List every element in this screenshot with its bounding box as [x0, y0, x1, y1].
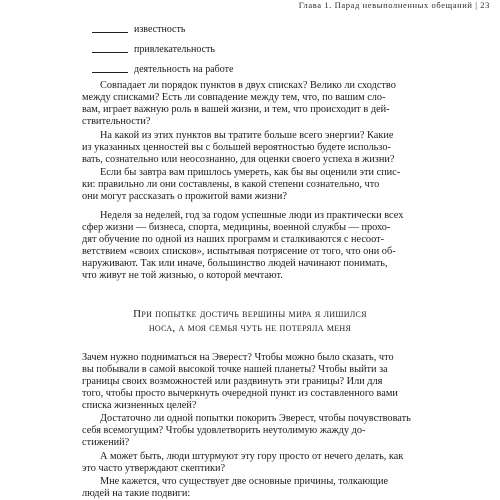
heading-line: При попытке достичь вершины мира я лишился — [133, 308, 367, 320]
text-line: между списками? Есть ли совпадение между тем, что, по вашим сло- — [82, 92, 386, 104]
text-line: из указанных ценностей вы с большей вероятностью будете использо- — [82, 142, 391, 154]
blank-item-label: известность — [134, 24, 186, 35]
text-line: границы своих возможностей или раздвинуть эти границы? Или для — [82, 376, 383, 388]
paragraph — [82, 210, 418, 283]
text-line: Мне кажется, что существует две основные причины, толкающие — [100, 476, 389, 487]
fill-in-blank — [92, 52, 128, 53]
blank-item — [92, 55, 233, 75]
text-line: вы побывали в самой высокой точке нашей планеты? Чтобы выйти за — [82, 364, 388, 376]
paragraph — [82, 352, 418, 412]
section-heading — [82, 307, 418, 335]
text-line: ветствием «своих списков», испытывая потрясение от того, что они об- — [82, 246, 396, 258]
blank-item-label: привлекательность — [134, 44, 215, 55]
text-line: вам, играет важную роль в вашей жизни, и тем, что происходит в дей- — [82, 104, 390, 116]
paragraph — [82, 413, 418, 449]
heading-line: носа, а моя семья чуть не потеряла меня — [148, 322, 352, 334]
fill-in-blank — [92, 72, 128, 73]
blank-list — [92, 15, 233, 75]
text-line: Зачем нужно подниматься на Эверест? Чтобы можно было сказать, что — [82, 352, 394, 363]
paragraph — [82, 476, 418, 500]
text-line: это часто утверждают скептики? — [82, 463, 226, 475]
text-line: вать, сознательно или неосознанно, для оценки своего успеха в жизни? — [82, 154, 395, 166]
blank-item-label: деятельность на работе — [134, 64, 234, 75]
text-line: На какой из этих пунктов вы тратите больше всего энергии? Какие — [100, 130, 394, 141]
blank-item — [92, 15, 233, 35]
text-line: дят обучение по одной из наших программ и сталкиваются с несоот- — [82, 234, 385, 246]
text-line: они могут рассказать о прожитой вами жизни? — [82, 191, 287, 203]
paragraph — [82, 80, 418, 128]
blank-item — [92, 35, 233, 55]
text-line: Если бы завтра вам пришлось умереть, как бы вы оценили эти спис- — [100, 167, 401, 178]
text-line: себя всемогущим? Чтобы удовлетворить неутолимую жажду до- — [82, 425, 366, 437]
text-line: списка жизненных целей? — [82, 400, 197, 412]
paragraph — [82, 130, 418, 166]
fill-in-blank — [92, 32, 128, 33]
text-line: Неделя за неделей, год за годом успешные люди из практически всех — [100, 210, 404, 221]
paragraph — [82, 167, 418, 203]
text-line: Достаточно ли одной попытки покорить Эверест, чтобы почувствовать — [100, 413, 411, 424]
text-line: сфер жизни — бизнеса, спорта, медицины, военной службы — прохо- — [82, 222, 391, 234]
paragraph — [82, 451, 418, 475]
text-line: ствительности? — [82, 116, 151, 128]
text-line: А может быть, люди штурмуют эту гору просто от нечего делать, как — [100, 451, 404, 462]
text-line: того, чтобы просто вычеркнуть очередной пункт из составленного вами — [82, 388, 398, 400]
running-head: Глава 1. Парад невыполненных обещаний | 23 — [298, 0, 490, 10]
text-line: ки: правильно ли они составлены, в какой степени сознательно, что — [82, 179, 380, 191]
text-line: людей на такие подвиги: — [82, 488, 191, 500]
text-line: что живут не той жизнью, о которой мечтают. — [82, 270, 283, 282]
text-line: стижений? — [82, 437, 130, 449]
text-line: Совпадает ли порядок пунктов в двух списках? Велико ли сходство — [100, 80, 396, 91]
text-line: наруживают. Так или иначе, большинство людей начинают понимать, — [82, 258, 388, 270]
